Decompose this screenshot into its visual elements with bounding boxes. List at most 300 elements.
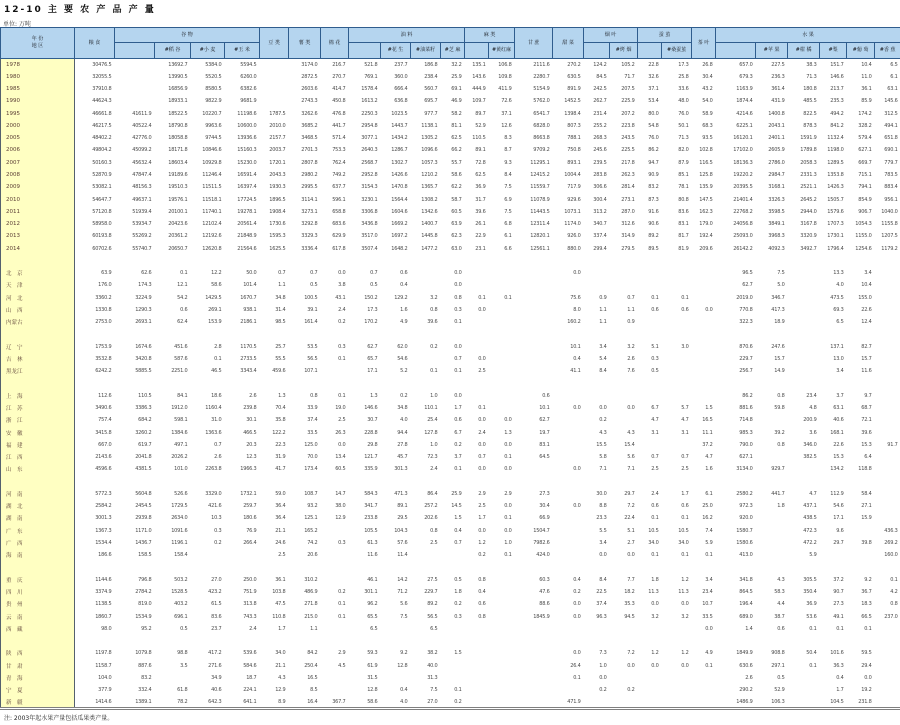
- value-cell: 179.0: [692, 218, 716, 230]
- value-cell: 0.1: [489, 549, 515, 561]
- value-cell: 36.9: [465, 181, 489, 193]
- value-cell: 11078.9: [515, 193, 553, 205]
- value-cell: [489, 267, 515, 279]
- table-row: [1, 672, 900, 684]
- value-cell: [465, 647, 489, 659]
- sub-column-header: #梨: [820, 43, 847, 59]
- sub-column-header: #玉 米: [225, 43, 260, 59]
- value-cell: 64.5: [515, 451, 553, 463]
- row-label: 上 海: [1, 390, 75, 402]
- value-cell: 472.2: [788, 537, 820, 549]
- value-cell: 0.4: [820, 672, 847, 684]
- spacer-row: [1, 255, 900, 267]
- value-cell: 887.6: [115, 660, 155, 672]
- value-cell: 657.0: [716, 59, 756, 71]
- value-cell: 1.7: [441, 402, 465, 414]
- value-cell: 10.4: [847, 59, 875, 71]
- value-cell: 81.9: [662, 242, 692, 254]
- value-cell: 255.2: [584, 120, 610, 132]
- value-cell: 3849.1: [756, 218, 788, 230]
- value-cell: 0.7: [638, 451, 662, 463]
- value-cell: 3320.9: [788, 230, 820, 242]
- value-cell: [260, 95, 289, 107]
- value-cell: 273.1: [610, 193, 638, 205]
- value-cell: 49637.1: [115, 193, 155, 205]
- value-cell: 45632.4: [115, 157, 155, 169]
- value-cell: [875, 267, 900, 279]
- value-cell: 1845.9: [515, 610, 553, 622]
- value-cell: 598.1: [155, 414, 191, 426]
- value-cell: 1.7: [260, 623, 289, 635]
- value-cell: 55740.7: [115, 242, 155, 254]
- value-cell: 94.5: [610, 610, 638, 622]
- value-cell: [662, 390, 692, 402]
- row-label: 天 津: [1, 279, 75, 291]
- value-cell: 0.0: [321, 439, 349, 451]
- value-cell: 83.6: [191, 610, 225, 622]
- value-cell: 31.7: [465, 193, 489, 205]
- value-cell: 20395.5: [716, 181, 756, 193]
- value-cell: 0.1: [662, 512, 692, 524]
- value-cell: 770.8: [716, 304, 756, 316]
- value-cell: 125.0: [289, 439, 321, 451]
- value-cell: 15.4: [610, 439, 638, 451]
- year-region-corner-header: [1, 28, 75, 59]
- value-cell: 471.3: [381, 488, 411, 500]
- value-cell: 83.1: [515, 439, 553, 451]
- table-row: [1, 206, 900, 218]
- value-cell: 1079.8: [115, 647, 155, 659]
- value-cell: 459.6: [260, 365, 289, 377]
- value-cell: 1023.5: [381, 108, 411, 120]
- value-cell: 90.9: [638, 169, 662, 181]
- value-cell: [515, 684, 553, 696]
- value-cell: 0.7: [441, 537, 465, 549]
- value-cell: 3.4: [692, 574, 716, 586]
- table-row: [1, 193, 900, 205]
- row-label: 江 苏: [1, 402, 75, 414]
- value-cell: 305.5: [788, 574, 820, 586]
- value-cell: 32.2: [441, 59, 465, 71]
- value-cell: 0.0: [441, 279, 465, 291]
- value-cell: 19220.2: [716, 169, 756, 181]
- value-cell: 17.1: [349, 365, 381, 377]
- value-cell: [875, 451, 900, 463]
- value-cell: [381, 672, 411, 684]
- value-cell: 1.2: [638, 647, 662, 659]
- table-row: [1, 647, 900, 659]
- value-cell: 0.1: [662, 549, 692, 561]
- value-cell: 743.3: [225, 610, 260, 622]
- value-cell: 466.5: [225, 426, 260, 438]
- value-cell: 158.5: [115, 549, 155, 561]
- value-cell: [489, 684, 515, 696]
- value-cell: 637.7: [321, 181, 349, 193]
- value-cell: 956.1: [875, 193, 900, 205]
- value-cell: 579.4: [847, 132, 875, 144]
- value-cell: 2058.3: [788, 157, 820, 169]
- value-cell: 3326.3: [756, 193, 788, 205]
- value-cell: 100.5: [289, 292, 321, 304]
- value-cell: 45099.2: [115, 144, 155, 156]
- value-cell: 1.7: [662, 488, 692, 500]
- value-cell: 6260.0: [225, 71, 260, 83]
- value-cell: 0.3: [191, 525, 225, 537]
- sub-column-header: #烤 烟: [610, 43, 638, 59]
- value-cell: 21848.9: [225, 230, 260, 242]
- value-cell: 494.1: [875, 120, 900, 132]
- value-cell: [115, 83, 155, 95]
- value-cell: [441, 549, 465, 561]
- value-cell: 30.4: [515, 500, 553, 512]
- value-cell: [465, 316, 489, 328]
- sub-column-header: [349, 43, 381, 59]
- value-cell: 25.7: [260, 341, 289, 353]
- value-cell: [692, 267, 716, 279]
- value-cell: 3.4: [584, 537, 610, 549]
- value-cell: 18.6: [191, 390, 225, 402]
- value-cell: 441.7: [756, 488, 788, 500]
- value-cell: 10846.6: [191, 144, 225, 156]
- value-cell: 0.0: [692, 623, 716, 635]
- value-cell: 86.4: [411, 488, 441, 500]
- table-row: [1, 157, 900, 169]
- value-cell: 239.8: [225, 402, 260, 414]
- value-cell: 16.2: [692, 512, 716, 524]
- value-cell: 63.1: [820, 402, 847, 414]
- value-cell: 37.4: [584, 598, 610, 610]
- row-label: [1, 377, 75, 389]
- value-cell: 30.0: [584, 488, 610, 500]
- value-cell: [662, 353, 692, 365]
- row-label: 2008: [1, 169, 75, 181]
- value-cell: 58.3: [756, 586, 788, 598]
- value-cell: 2003.7: [260, 144, 289, 156]
- value-cell: 0.4: [441, 525, 465, 537]
- value-cell: 1365.7: [411, 181, 441, 193]
- value-cell: 247.6: [756, 341, 788, 353]
- row-label: 湖 北: [1, 500, 75, 512]
- value-cell: 350.4: [788, 586, 820, 598]
- value-cell: 101.4: [225, 279, 260, 291]
- value-cell: 0.0: [441, 390, 465, 402]
- value-cell: 1163.9: [716, 83, 756, 95]
- value-cell: [662, 267, 692, 279]
- value-cell: 125.1: [289, 512, 321, 524]
- value-cell: [662, 672, 692, 684]
- table-row: [1, 316, 900, 328]
- value-cell: 0.0: [662, 660, 692, 672]
- value-cell: 539.6: [225, 647, 260, 659]
- value-cell: 39.8: [847, 537, 875, 549]
- value-cell: 39.6: [411, 316, 441, 328]
- value-cell: 55.5: [260, 353, 289, 365]
- value-cell: 18522.5: [155, 108, 191, 120]
- value-cell: 62.4: [155, 316, 191, 328]
- value-cell: 93.2: [289, 500, 321, 512]
- value-cell: 33.5: [289, 426, 321, 438]
- value-cell: 1363.6: [191, 426, 225, 438]
- value-cell: [584, 390, 610, 402]
- value-cell: 18058.8: [155, 132, 191, 144]
- value-cell: 135.9: [692, 181, 716, 193]
- value-cell: 15.7: [756, 353, 788, 365]
- spacer-cell: [75, 377, 900, 389]
- value-cell: 0.3: [321, 341, 349, 353]
- value-cell: 413.0: [716, 549, 756, 561]
- value-cell: 38.7: [756, 610, 788, 622]
- value-cell: 18171.8: [155, 144, 191, 156]
- value-cell: 4.8: [788, 402, 820, 414]
- table-wrapper: [0, 27, 900, 710]
- value-cell: 15160.3: [225, 144, 260, 156]
- value-cell: 313.8: [225, 598, 260, 610]
- table-row: [1, 108, 900, 120]
- sub-column-header: [584, 43, 610, 59]
- row-label: 宁 夏: [1, 684, 75, 696]
- value-cell: [489, 696, 515, 708]
- value-cell: 61.8: [155, 684, 191, 696]
- row-label: 西 藏: [1, 623, 75, 635]
- value-cell: 6.5: [820, 316, 847, 328]
- value-cell: 94.4: [381, 426, 411, 438]
- value-cell: 17.1: [820, 512, 847, 524]
- value-cell: 1.0: [411, 439, 441, 451]
- value-cell: 0.1: [441, 463, 465, 475]
- value-cell: 1.3: [489, 426, 515, 438]
- value-cell: 2995.5: [289, 181, 321, 193]
- column-header: 甜 菜: [553, 28, 584, 59]
- table-row: [1, 353, 900, 365]
- value-cell: 134.2: [820, 463, 847, 475]
- value-cell: 417.3: [756, 304, 788, 316]
- value-cell: 431.9: [756, 95, 788, 107]
- table-row: [1, 292, 900, 304]
- value-cell: 12.6: [489, 120, 515, 132]
- row-label: 湖 南: [1, 512, 75, 524]
- value-cell: 1.7: [820, 684, 847, 696]
- value-cell: 13.3: [820, 267, 847, 279]
- value-cell: 20561.4: [225, 218, 260, 230]
- value-cell: 6225.1: [716, 120, 756, 132]
- value-cell: 52.9: [756, 684, 788, 696]
- value-cell: 90.7: [820, 586, 847, 598]
- row-label: 内蒙古: [1, 316, 75, 328]
- row-label: 1995: [1, 108, 75, 120]
- table-row: [1, 537, 900, 549]
- value-cell: 16.5: [289, 672, 321, 684]
- value-cell: 84.5: [584, 71, 610, 83]
- value-cell: 1443.7: [381, 120, 411, 132]
- value-cell: [489, 304, 515, 316]
- value-cell: 43.2: [692, 83, 716, 95]
- value-cell: [515, 365, 553, 377]
- value-cell: 403.2: [155, 598, 191, 610]
- value-cell: 47847.4: [115, 169, 155, 181]
- table-row: [1, 439, 900, 451]
- value-cell: 1.8: [441, 586, 465, 598]
- sub-column-header: #香 蕉: [875, 43, 900, 59]
- value-cell: 3.2: [610, 341, 638, 353]
- value-cell: 170.2: [349, 316, 381, 328]
- value-cell: 5.6: [610, 451, 638, 463]
- value-cell: 0.6: [155, 304, 191, 316]
- value-cell: 6.7: [638, 402, 662, 414]
- value-cell: 66.2: [441, 144, 465, 156]
- value-cell: 3154.3: [349, 181, 381, 193]
- value-cell: 2939.8: [115, 512, 155, 524]
- value-cell: 1477.2: [411, 242, 441, 254]
- value-cell: 0.6: [662, 304, 692, 316]
- table-row: [1, 144, 900, 156]
- value-cell: 870.6: [716, 341, 756, 353]
- value-cell: 1.8: [756, 500, 788, 512]
- value-cell: 822.5: [788, 108, 820, 120]
- row-label: [1, 255, 75, 267]
- value-cell: 13.4: [321, 451, 349, 463]
- value-cell: 1426.3: [820, 181, 847, 193]
- value-cell: 62.3: [441, 230, 465, 242]
- value-cell: 794.1: [847, 181, 875, 193]
- value-cell: 2.8: [191, 341, 225, 353]
- value-cell: 34.0: [260, 647, 289, 659]
- value-cell: 584.3: [349, 488, 381, 500]
- value-cell: 0.6: [756, 623, 788, 635]
- value-cell: 8.7: [489, 144, 515, 156]
- value-cell: 0.1: [321, 353, 349, 365]
- value-cell: 3134.0: [716, 463, 756, 475]
- row-label: 贵 州: [1, 598, 75, 610]
- value-cell: 1452.5: [553, 95, 584, 107]
- value-cell: [610, 267, 638, 279]
- value-cell: [662, 365, 692, 377]
- value-cell: 62.2: [441, 181, 465, 193]
- value-cell: 658.8: [321, 206, 349, 218]
- value-cell: 421.6: [191, 500, 225, 512]
- table-row: [1, 414, 900, 426]
- value-cell: 636.8: [381, 95, 411, 107]
- table-row: [1, 390, 900, 402]
- value-cell: 98.5: [260, 316, 289, 328]
- value-cell: 841.2: [820, 120, 847, 132]
- value-cell: 377.9: [75, 684, 115, 696]
- value-cell: [115, 59, 155, 71]
- value-cell: 1.7: [465, 512, 489, 524]
- value-cell: 0.0: [553, 463, 584, 475]
- value-cell: 225.9: [610, 95, 638, 107]
- table-row: [1, 512, 900, 524]
- value-cell: 16591.4: [225, 169, 260, 181]
- value-cell: 83.1: [662, 218, 692, 230]
- value-cell: 0.1: [820, 623, 847, 635]
- value-cell: [465, 390, 489, 402]
- value-cell: 715.1: [847, 169, 875, 181]
- value-cell: 322.3: [716, 316, 756, 328]
- value-cell: 36.1: [847, 83, 875, 95]
- table-row: [1, 500, 900, 512]
- value-cell: 1353.8: [820, 169, 847, 181]
- value-cell: 1604.6: [381, 206, 411, 218]
- value-cell: 18.3: [847, 598, 875, 610]
- value-cell: 137.1: [820, 341, 847, 353]
- value-cell: [662, 623, 692, 635]
- value-cell: [155, 672, 191, 684]
- value-cell: 560.7: [411, 83, 441, 95]
- table-row: [1, 684, 900, 696]
- value-cell: 54.8: [638, 120, 662, 132]
- value-cell: 0.6: [638, 500, 662, 512]
- value-cell: 11295.1: [515, 157, 553, 169]
- value-cell: 3168.1: [756, 181, 788, 193]
- value-cell: [638, 623, 662, 635]
- value-cell: 1155.0: [847, 230, 875, 242]
- value-cell: [553, 537, 584, 549]
- value-cell: 1669.2: [381, 218, 411, 230]
- value-cell: 0.2: [321, 316, 349, 328]
- value-cell: [662, 696, 692, 708]
- value-cell: [321, 365, 349, 377]
- value-cell: 1707.3: [820, 218, 847, 230]
- value-cell: [465, 672, 489, 684]
- footnote: 注: 2003年起水果产量包括瓜果类产量。: [4, 715, 114, 722]
- value-cell: 147.5: [692, 193, 716, 205]
- value-cell: 0.4: [381, 684, 411, 696]
- value-cell: 6.1: [489, 230, 515, 242]
- row-label: 青 海: [1, 672, 75, 684]
- value-cell: 1849.9: [716, 647, 756, 659]
- value-cell: [610, 390, 638, 402]
- value-cell: 7982.6: [515, 537, 553, 549]
- value-cell: 2010.0: [260, 120, 289, 132]
- value-cell: 3468.5: [289, 132, 321, 144]
- value-cell: 110.1: [411, 402, 441, 414]
- value-cell: 180.8: [788, 83, 820, 95]
- value-cell: 301.3: [381, 463, 411, 475]
- value-cell: 4214.6: [716, 108, 756, 120]
- value-cell: [489, 279, 515, 291]
- value-cell: 88.6: [515, 598, 553, 610]
- value-cell: 58.4: [847, 488, 875, 500]
- value-cell: 2250.3: [349, 108, 381, 120]
- value-cell: 3224.9: [115, 292, 155, 304]
- value-cell: 58.6: [191, 279, 225, 291]
- value-cell: 411.9: [489, 83, 515, 95]
- value-cell: 341.7: [349, 500, 381, 512]
- value-cell: 54647.7: [75, 193, 115, 205]
- value-cell: 39.6: [847, 426, 875, 438]
- value-cell: [584, 279, 610, 291]
- row-label: 浙 江: [1, 414, 75, 426]
- value-cell: 76.0: [662, 108, 692, 120]
- value-cell: 5.5: [584, 525, 610, 537]
- value-cell: 5520.5: [191, 71, 225, 83]
- value-cell: [260, 71, 289, 83]
- value-cell: 62.5: [441, 132, 465, 144]
- value-cell: [553, 549, 584, 561]
- value-cell: 165.2: [289, 525, 321, 537]
- value-cell: 0.1: [411, 365, 441, 377]
- value-cell: 36.4: [260, 512, 289, 524]
- value-cell: [662, 316, 692, 328]
- value-cell: 13936.6: [225, 132, 260, 144]
- value-cell: [411, 353, 441, 365]
- value-cell: [692, 341, 716, 353]
- value-cell: [441, 623, 465, 635]
- value-cell: 1160.4: [191, 402, 225, 414]
- value-cell: 31.3: [411, 672, 441, 684]
- value-cell: 1591.9: [788, 132, 820, 144]
- value-cell: 34.8: [381, 402, 411, 414]
